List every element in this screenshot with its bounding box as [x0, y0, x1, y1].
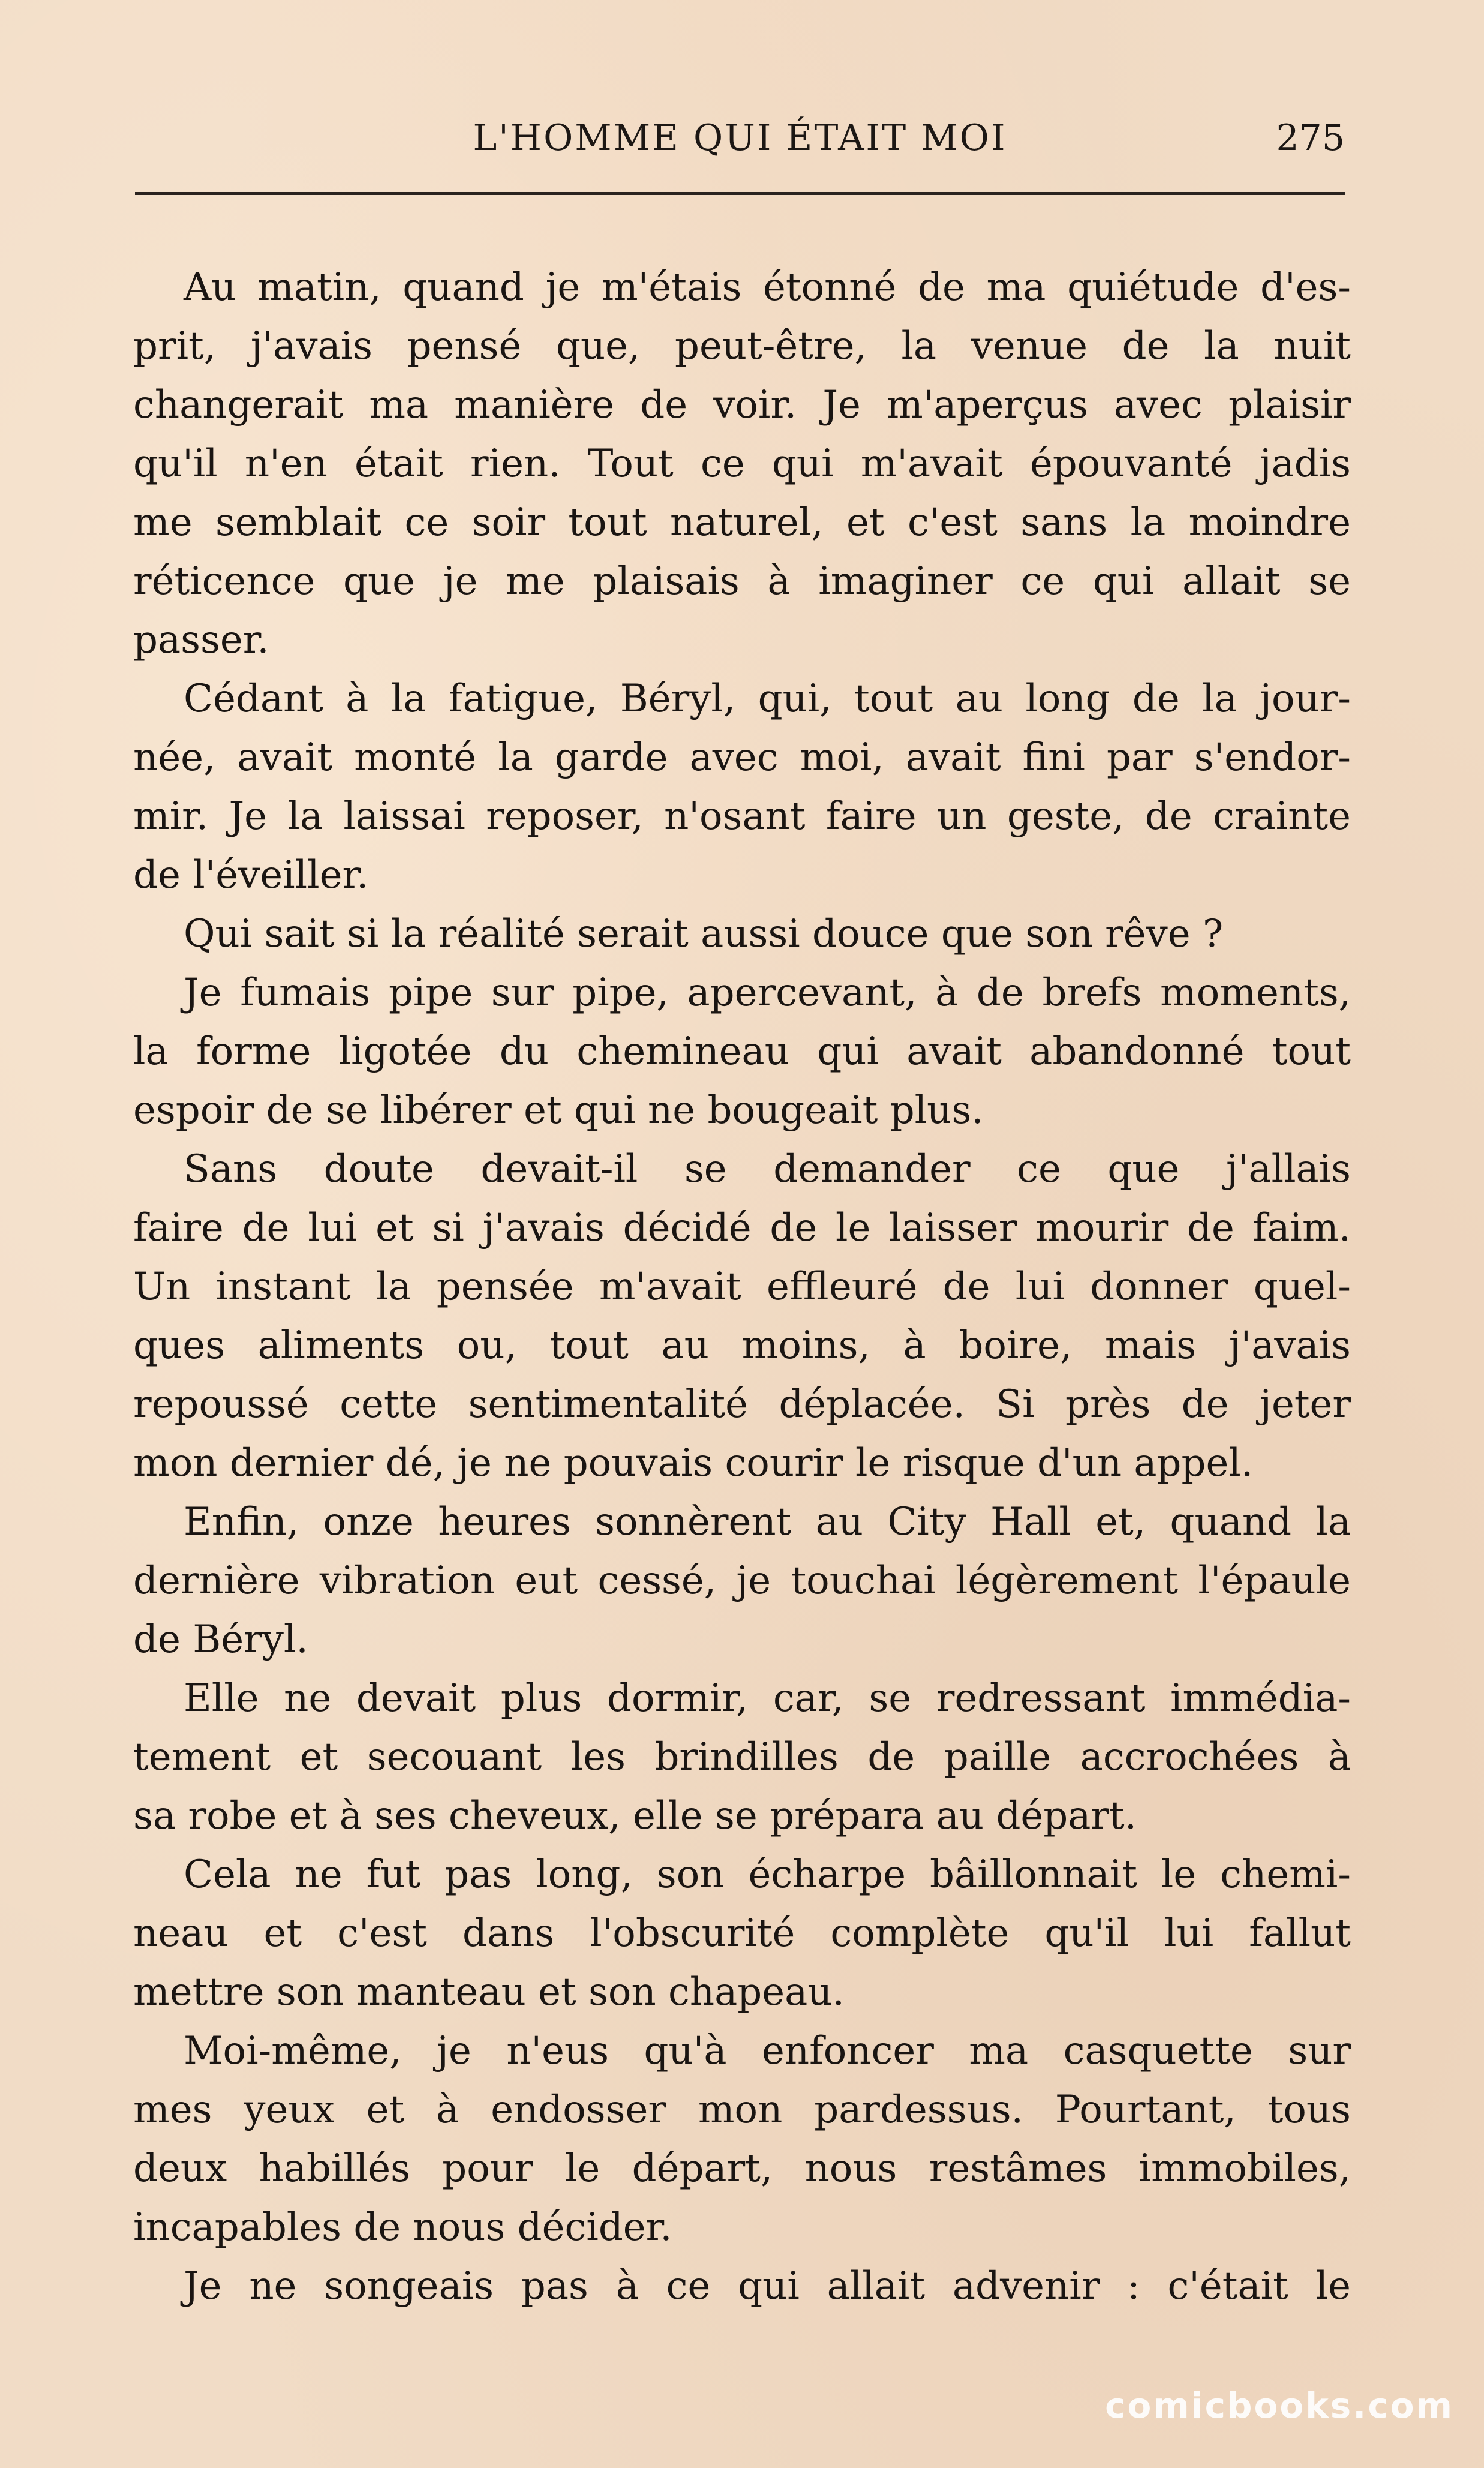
- paragraph: [133, 2257, 1351, 2316]
- body-text: [133, 258, 1351, 2316]
- text-line: neau et c'est dans l'obscurité complète qu'il lui fallut: [133, 1911, 1351, 1956]
- text-line: Moi-même, je n'eus qu'à enfoncer ma casquette sur: [184, 2029, 1351, 2073]
- text-line: mes yeux et à endosser mon pardessus. Pourtant, tous: [133, 2088, 1351, 2132]
- paragraph: [133, 963, 1351, 1140]
- text-line: Un instant la pensée m'avait effleuré de lui donner quel-: [133, 1265, 1351, 1309]
- text-line: Cédant à la fatigue, Béryl, qui, tout au long de la jour-: [184, 677, 1351, 721]
- text-line: de l'éveiller.: [133, 853, 369, 897]
- text-line: Je fumais pipe sur pipe, apercevant, à de brefs moments,: [184, 971, 1351, 1015]
- text-line: Qui sait si la réalité serait aussi douce que son rêve ?: [184, 912, 1224, 956]
- paragraph: [133, 1845, 1351, 2022]
- text-line: espoir de se libérer et qui ne bougeait plus.: [133, 1088, 984, 1133]
- paragraph: [133, 1493, 1351, 1669]
- text-line: qu'il n'en était rien. Tout ce qui m'avait épouvanté jadis: [133, 442, 1351, 486]
- text-line: changerait ma manière de voir. Je m'aperçus avec plaisir: [133, 383, 1351, 427]
- text-line: mettre son manteau et son chapeau.: [133, 1970, 845, 2014]
- paragraph: [133, 669, 1351, 905]
- text-line: Enfin, onze heures sonnèrent au City Hall et, quand la: [184, 1500, 1351, 1544]
- text-line: Je ne songeais pas à ce qui allait advenir : c'était le: [184, 2264, 1351, 2308]
- text-line: ques aliments ou, tout au moins, à boire, mais j'avais: [133, 1323, 1351, 1368]
- text-line: incapables de nous décider.: [133, 2205, 672, 2250]
- running-header: [135, 108, 1345, 168]
- text-line: me semblait ce soir tout naturel, et c'est sans la moindre: [133, 500, 1351, 545]
- text-line: passer.: [133, 618, 269, 662]
- paragraph: [133, 905, 1351, 963]
- header-rule: [135, 192, 1345, 195]
- text-line: mir. Je la laissai reposer, n'osant faire un geste, de crainte: [133, 794, 1351, 839]
- text-line: mon dernier dé, je ne pouvais courir le risque d'un appel.: [133, 1441, 1254, 1485]
- text-line: réticence que je me plaisais à imaginer ce qui allait se: [133, 559, 1351, 604]
- text-line: Sans doute devait-il se demander ce que j'allais: [184, 1147, 1351, 1191]
- text-line: de Béryl.: [133, 1617, 308, 1662]
- text-line: dernière vibration eut cessé, je touchai légèrement l'épaule: [133, 1559, 1351, 1603]
- site-watermark: comicbooks.com: [1105, 2385, 1454, 2426]
- paragraph: [133, 1140, 1351, 1493]
- text-line: faire de lui et si j'avais décidé de le laisser mourir de faim.: [133, 1206, 1351, 1250]
- text-line: deux habillés pour le départ, nous restâmes immobiles,: [133, 2146, 1351, 2191]
- text-line: prit, j'avais pensé que, peut-être, la venue de la nuit: [133, 324, 1351, 368]
- paragraph: [133, 1669, 1351, 1845]
- running-title: L'HOMME QUI ÉTAIT MOI: [473, 117, 1007, 159]
- paragraph: [133, 2022, 1351, 2257]
- text-line: née, avait monté la garde avec moi, avait fini par s'endor-: [133, 735, 1351, 780]
- text-line: Au matin, quand je m'étais étonné de ma quiétude d'es-: [184, 265, 1351, 310]
- text-line: sa robe et à ses cheveux, elle se prépara au départ.: [133, 1794, 1137, 1838]
- text-line: Elle ne devait plus dormir, car, se redressant immédia-: [184, 1676, 1351, 1721]
- text-line: la forme ligotée du chemineau qui avait abandonné tout: [133, 1029, 1351, 1074]
- paragraph: [133, 258, 1351, 669]
- text-line: Cela ne fut pas long, son écharpe bâillonnait le chemi-: [184, 1852, 1351, 1897]
- text-line: repoussé cette sentimentalité déplacée. Si près de jeter: [133, 1382, 1351, 1427]
- text-line: tement et secouant les brindilles de paille accrochées à: [133, 1735, 1351, 1779]
- page-number: 275: [1276, 117, 1345, 159]
